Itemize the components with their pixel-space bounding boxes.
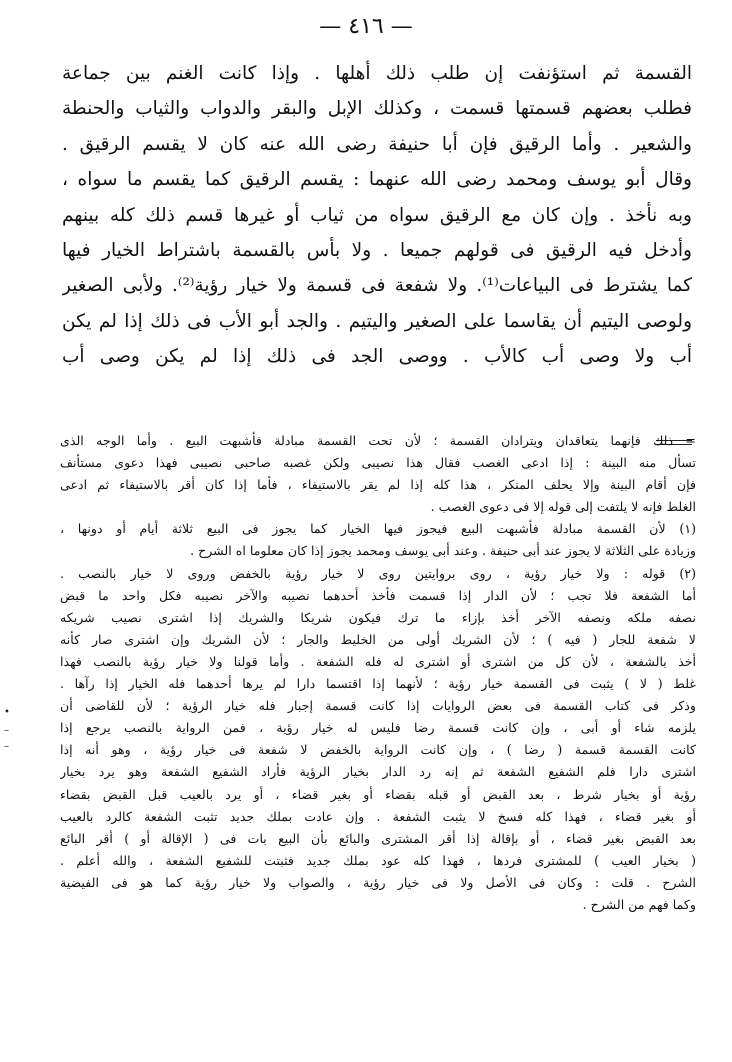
footnote-line: أخذ بالشفعة ، لأن كل من اشترى أو اشترى له فله الشفعة . وأما قولنا ولا خيار رؤية بالنصب فهذا <box>60 653 696 669</box>
footnote-line: وذكر فى كتاب القسمة فى بعض الروايات إذا كانت قسمة إجبار فله خيار الرؤية ؛ لأن للقاضى أن <box>60 698 696 714</box>
footnotes <box>60 430 696 916</box>
main-text-line: وبه نأخذ . وإن كان مع الرقيق سواه من ثياب أو غيرها قسم ذلك كله بينهم <box>62 204 692 226</box>
margin-dash-mark: – <box>4 725 9 736</box>
footnote-line: وزيادة على الثلاثة لا يجوز عند أبى حنيفة . وعند أبى يوسف ومحمد يجوز إذا كان معلوما اه الشرح . <box>190 543 696 559</box>
footnote-line: رؤية أو بخيار شرط ، بعد القبض أو قبله بقضاء أو بغير قضاء ، أو يرد بالعيب قبل القبض بقضاء <box>60 786 696 802</box>
main-text-line: وأدخل فيه الرقيق فى قولهم جميعا . ولا بأس بالقسمة باشتراط الخيار فيها <box>62 239 692 261</box>
main-text-line: وقال أبو يوسف ومحمد رضى الله عنهما : يقسم الرقيق كما يقسم ما سواه ، <box>62 169 692 191</box>
footnote-line: نصفه ملكه ونصفه الآخر أخذ بإزاء ما ترك فيكون شريكا والشريك إذا اشترى نصيب شريكه <box>60 609 696 625</box>
main-text-line: ولوصى اليتيم أن يقاسما على الصغير واليتيم . والجد أبو الأب فى ذلك إذا لم يكن <box>62 310 692 332</box>
footnote-line: وكما فهم من الشرح . <box>582 896 696 912</box>
margin-dot-mark: • <box>4 707 10 718</box>
footnote-line: فإن أقام البينة وإلا يحلف المنكر ، هذا كله إذا لم يقر بالاستيفاء ، فأما إذا كان أقر بالاستيفاء ثم ادعى <box>60 477 696 493</box>
main-text-line: والشعير . وأما الرقيق فإن أبا حنيفة رضى الله عنه كان لا يقسم الرقيق . <box>62 133 692 155</box>
main-text <box>62 56 692 375</box>
footnote-line: أما الشفعة فلا تجب ؛ لأن الدار إذا قسمت فأخذ أحدهما نصيبه والآخر نصيبه فكل واحد ما قبض <box>60 587 696 603</box>
footnote-line: كانت القسمة قسمة ( رضا ) ، وإن كانت الرواية بالخفض لا شفعة فى خيار رؤية ، وهو أنه إذا <box>60 742 696 758</box>
main-text-line: أب ولا وصى أب كالأب . ووصى الجد فى ذلك إذا لم يكن وصى أب <box>62 346 692 368</box>
footnote-line: أو بغير قضاء ، فهذا كله فسخ لا يثبت الشفعة . وإن عادت بملك جديد تثبت الشفعة كالرد بالعيب <box>60 808 696 824</box>
page-number: — ٤١٦ — <box>319 14 413 39</box>
footnote-line: تسأل منه البينة : إذا ادعى الغصب فقال هذا نصيبى ولكن غصبه صاحبى نصيبى فهذا دعوى مستأنف <box>60 455 696 471</box>
main-text-line: كما يشترط فى البياعات⁽¹⁾. ولا شفعة فى قسمة ولا خيار رؤية⁽²⁾. ولأبى الصغير <box>62 275 692 297</box>
footnote-line: بعد القبض بغير قضاء ، أو بإقالة إذا أقر المشترى والبائع بأن البيع بات فى ( الإقالة أو ) أقر البائع <box>60 830 696 846</box>
footnote-line: (٢) قوله : ولا خيار رؤية ، روى بروايتين روى لا خيار رؤية بالخفض وروى لا خيار بالنصب . <box>60 565 696 581</box>
footnote-line: اشترى دارا فلم الشفيع الشفعة ثم إنه رد الدار بخيار الرؤية فأراد الشفيع الشفعة وهو يرد بخيار <box>60 764 696 780</box>
margin-dash-mark: – <box>4 741 9 752</box>
footnote-line: (١) لأن القسمة مبادلة فأشبهت البيع فيجوز فيها الخيار كما يجوز فى البيع ثلاثة أيام أو دونها ، <box>60 521 696 537</box>
footnote-line: الشرح . قلت : وكان فى الأصل ولا فى خيار رؤية ، والصواب ولا خيار رؤية كما هو فى الفيضية <box>60 874 696 890</box>
footnote-line: الغلط فإنه لا يلتفت إلى قوله إلا فى دعوى الغصب . <box>430 499 696 515</box>
footnote-line: لا شفعة للجار ( فيه ) ؛ لأن الشريك أولى من الخليط والجار ؛ لأن الشريك وإن اشترى صار كأنه <box>60 631 696 647</box>
footnote-line: يلزمه شاء أو أبى ، وإن كانت قسمة رضا فليس له خيار رؤية ، فمن الرواية بالنصب يرجع إذا <box>60 720 696 736</box>
footnote-line: غلط ( لا ) يثبت فى القسمة خيار رؤية ؛ لأنهما إذا اقتسما دارا لم يرها أحدهما فله الخيار إذا رآها . <box>60 676 696 692</box>
footnote-line: = ذلك فإنهما يتعاقدان ويترادان القسمة ؛ لأن تحت القسمة مبادلة فأشبهت البيع . وأما الوجه الذى <box>60 433 696 448</box>
main-text-line: فطلب بعضهم قسمتها قسمت ، وكذلك الإبل والبقر والدواب والثياب والحنطة <box>62 98 692 120</box>
main-text-line: القسمة ثم استؤنفت إن طلب ذلك أهلها . وإذا كانت الغنم بين جماعة <box>62 63 692 84</box>
footnote-line: ( بخيار العيب ) للمشترى فردها ، فهذا كله عود بملك جديد فثبتت للشفيع الشفعة ، والله أعلم . <box>60 852 696 868</box>
